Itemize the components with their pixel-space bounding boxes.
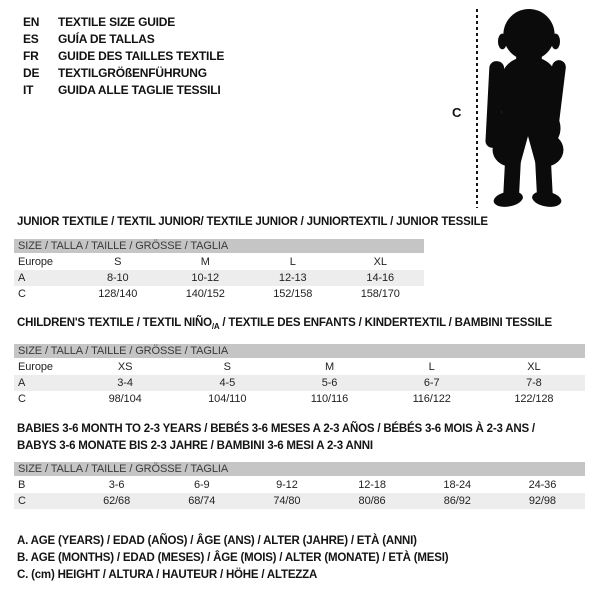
size-cell: 4-5 [219, 377, 236, 389]
children-size-table [14, 344, 585, 407]
language-row [23, 81, 224, 98]
language-code: EN [23, 15, 40, 30]
size-cell: L [428, 361, 435, 373]
size-cell: 6-7 [423, 377, 440, 389]
footnote-line-a: A. AGE (YEARS) / EDAD (AÑOS) / ÂGE (ANS) / ALTER (JAHRE) / ETÀ (ANNI) [17, 535, 417, 547]
size-cell: 18-24 [443, 479, 472, 491]
table-row [14, 270, 424, 286]
size-cell: 9-12 [276, 479, 298, 491]
junior-section-title: JUNIOR TEXTILE / TEXTIL JUNIOR/ TEXTILE JUNIOR / JUNIORTEXTIL / JUNIOR TESSILE [17, 216, 488, 228]
children-title-prefix: CHILDREN'S TEXTILE / TEXTIL NIÑO [17, 317, 212, 329]
row-label: C [18, 393, 26, 405]
language-code: IT [23, 82, 34, 97]
row-label: C [18, 288, 26, 300]
language-row [23, 31, 224, 48]
size-cell: 12-13 [278, 272, 307, 284]
size-cell: 152/158 [273, 288, 313, 300]
row-label: B [18, 479, 26, 491]
size-cell: 62/68 [103, 495, 131, 507]
size-header-bar: SIZE / TALLA / TAILLE / GRÖSSE / TAGLIA [14, 239, 424, 253]
table-row [14, 493, 585, 509]
table-row [14, 359, 585, 375]
size-cell: XL [527, 361, 541, 373]
size-cell: S [114, 256, 122, 268]
size-cell: 24-36 [528, 479, 557, 491]
babies-title-line1: BABIES 3-6 MONTH TO 2-3 YEARS / BEBÉS 3-6 MESES A 2-3 AÑOS / BÉBÉS 3-6 MOIS À 2-3 ANS / [17, 423, 535, 435]
size-cell: XS [117, 361, 133, 373]
babies-title-line2: BABYS 3-6 MONATE BIS 2-3 JAHRE / BAMBINI 3-6 MESI A 2-3 ANNI [17, 440, 373, 452]
footnote-line-b: B. AGE (MONTHS) / EDAD (MESES) / ÂGE (MOIS) / ALTER (MONATE) / ETÀ (MESI) [17, 552, 449, 565]
size-header-bar: SIZE / TALLA / TAILLE / GRÖSSE / TAGLIA [14, 344, 585, 358]
size-cell: M [200, 256, 210, 268]
row-label: Europe [18, 256, 53, 268]
footnote-line-c: C. (cm) HEIGHT / ALTURA / HAUTEUR / HÖHE / ALTEZZA [17, 569, 318, 582]
language-row [23, 48, 224, 65]
children-title-suffix: / TEXTILE DES ENFANTS / KINDERTEXTIL / BAMBINI TESSILE [219, 317, 552, 329]
size-cell: 12-18 [358, 479, 386, 491]
size-cell: 86/92 [443, 495, 471, 507]
language-title: GUIDE DES TAILLES TEXTILE [58, 48, 225, 63]
babies-section-title [17, 421, 577, 455]
footnotes [17, 533, 448, 585]
size-cell: 5-6 [321, 377, 338, 389]
size-cell: 68/74 [188, 495, 216, 507]
size-cell: 3-4 [117, 377, 133, 389]
height-c-label: C [452, 105, 462, 120]
size-cell: 14-16 [366, 272, 395, 284]
junior-size-table [14, 239, 424, 302]
babies-size-table [14, 462, 585, 509]
children-title-subscript: /A [211, 322, 220, 331]
language-title: TEXTILGRÖßENFÜHRUNG [58, 65, 207, 80]
size-cell: 92/98 [528, 495, 556, 507]
language-title: TEXTILE SIZE GUIDE [58, 15, 176, 30]
row-label: C [18, 495, 26, 507]
table-row [14, 391, 585, 407]
size-cell: 8-10 [106, 272, 129, 284]
row-label: A [18, 377, 26, 389]
language-code: DE [23, 65, 40, 80]
language-list [23, 14, 224, 98]
size-header-bar: SIZE / TALLA / TAILLE / GRÖSSE / TAGLIA [14, 462, 585, 476]
row-label: A [18, 272, 26, 284]
size-cell: 98/104 [108, 393, 142, 405]
language-row [23, 64, 224, 81]
size-cell: 10-12 [191, 272, 220, 284]
size-cell: 7-8 [526, 377, 542, 389]
row-label: Europe [18, 361, 53, 373]
size-cell: 104/110 [208, 393, 247, 405]
size-cell: 128/140 [98, 288, 138, 300]
size-cell: 74/80 [273, 495, 301, 507]
size-cell: 6-9 [193, 479, 210, 491]
language-row [23, 14, 224, 31]
size-cell: 122/128 [514, 393, 554, 405]
size-cell: 3-6 [108, 479, 125, 491]
size-cell: L [289, 256, 296, 268]
table-row [14, 286, 424, 302]
size-cell: S [223, 361, 231, 373]
size-cell: 80/86 [358, 495, 386, 507]
language-code: ES [23, 32, 39, 47]
table-row [14, 375, 585, 391]
children-section-title [17, 317, 552, 331]
size-cell: 140/152 [185, 288, 225, 300]
height-dashed-line [476, 9, 478, 208]
size-cell: XL [373, 256, 387, 268]
size-cell: 110/116 [310, 393, 349, 405]
table-row [14, 254, 424, 270]
language-title: GUIDA ALLE TAGLIE TESSILI [58, 82, 221, 97]
size-cell: M [324, 361, 335, 373]
size-cell: 116/122 [412, 393, 451, 405]
language-title: GUÍA DE TALLAS [58, 32, 155, 47]
size-cell: 158/170 [360, 288, 400, 300]
baby-silhouette-icon [483, 6, 573, 208]
language-code: FR [23, 48, 39, 63]
table-row [14, 477, 585, 493]
